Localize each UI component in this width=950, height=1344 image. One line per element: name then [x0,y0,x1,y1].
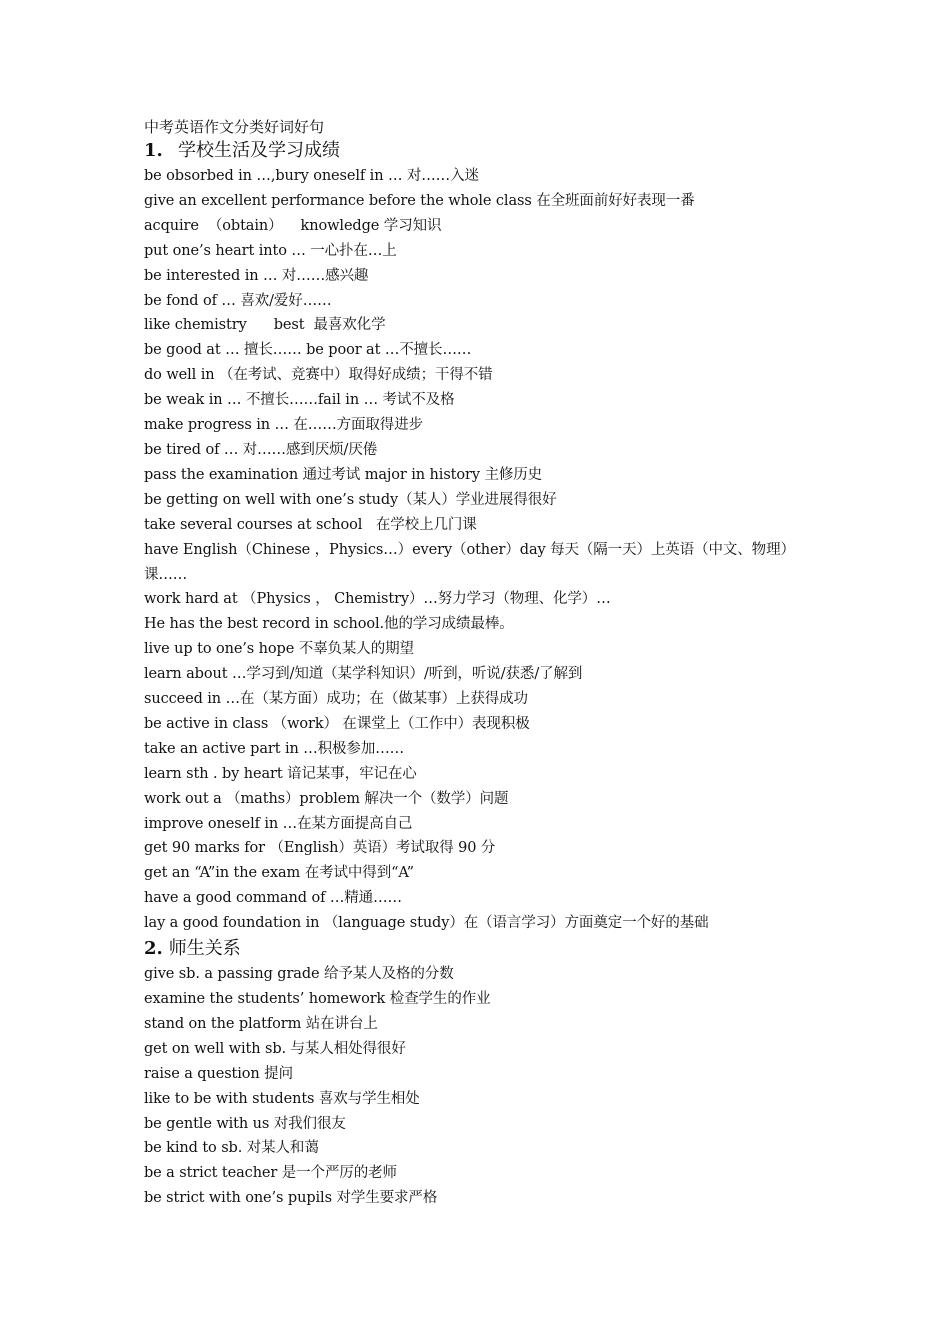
phrase-entry: learn about …学习到/知道（某学科知识）/听到，听说/获悉/了解到 [144,666,583,683]
phrase-entry: be kind to sb. 对某人和蔼 [144,1140,319,1157]
phrase-entry: be obsorbed in …,bury oneself in … 对……入迷 [144,168,479,184]
phrase-entry: make progress in … 在……方面取得进步 [144,417,423,434]
phrase-entry: put one’s heart into … 一心扑在…上 [144,242,397,259]
phrase-entry: be a strict teacher 是一个严厉的老师 [144,1165,397,1182]
phrase-entry: give an excellent performance before the whole class 在全班面前好好表现一番 [144,192,695,209]
section-2-entries [144,962,834,1211]
phrase-entry: take several courses at school 在学校上几门课 [144,516,477,533]
phrase-entry: get on well with sb. 与某人相处得很好 [144,1040,406,1057]
section-1-entries [144,164,834,936]
phrase-entry: work hard at （Physics ， Chemistry）…努力学习（物理、化学）… [144,591,611,608]
phrase-entry: get an “A”in the exam 在考试中得到“A” [144,865,414,882]
phrase-entry: examine the students’ homework 检查学生的作业 [144,991,491,1007]
section-2-heading [144,936,834,962]
phrase-entry: work out a （maths）problem 解决一个（数学）问题 [144,790,509,807]
phrase-entry: give sb. a passing grade 给予某人及格的分数 [144,966,454,983]
phrase-entry: live up to one’s hope 不辜负某人的期望 [144,641,414,658]
phrase-entry: be interested in … 对……感兴趣 [144,267,369,284]
phrase-entry: take an active part in …积极参加…… [144,740,405,757]
phrase-entry: be strict with one’s pupils 对学生要求严格 [144,1190,438,1207]
document-page [144,116,834,1211]
phrase-entry: raise a question 提问 [144,1065,293,1082]
phrase-entry: like to be with students 喜欢与学生相处 [144,1090,420,1107]
section-2-number: 2. [144,938,163,960]
phrase-entry: be fond of … 喜欢/爱好…… [144,292,332,309]
phrase-entry: do well in （在考试、竞赛中）取得好成绩；干得不错 [144,367,493,384]
phrase-entry: have English（Chinese ，Physics…）every（other）day 每天（隔一天）上英语（中文、物理）课…… [144,541,795,583]
phrase-entry: learn sth . by heart 谙记某事，牢记在心 [144,765,417,782]
phrase-entry: be getting on well with one’s study（某人）学业进展得很好 [144,491,557,508]
phrase-entry: lay a good foundation in （language study）在（语言学习）方面奠定一个好的基础 [144,915,709,932]
phrase-entry: have a good command of …精通…… [144,890,402,907]
phrase-entry: be good at … 擅长…… be poor at …不擅长…… [144,342,472,359]
phrase-entry: acquire （obtain） knowledge 学习知识 [144,217,442,234]
phrase-entry: get 90 marks for （English）英语）考试取得 90 分 [144,840,496,857]
section-2-title: 师生关系 [168,938,241,960]
section-1-heading [144,138,834,164]
phrase-entry: be active in class （work） 在课堂上（工作中）表现积极 [144,715,530,732]
phrase-entry: like chemistry best 最喜欢化学 [144,317,386,334]
section-1-title: 学校生活及学习成绩 [178,140,340,161]
phrase-entry: be tired of … 对……感到厌烦/厌倦 [144,441,378,458]
phrase-entry: He has the best record in school.他的学习成绩最棒。 [144,616,514,633]
phrase-entry: improve oneself in …在某方面提高自己 [144,815,413,832]
phrase-entry: succeed in …在（某方面）成功；在（做某事）上获得成功 [144,691,528,708]
section-1-number: 1. [144,140,163,161]
phrase-entry: be weak in … 不擅长……fail in … 考试不及格 [144,392,455,409]
phrase-entry: be gentle with us 对我们很友 [144,1115,346,1132]
document-title: 中考英语作文分类好词好句 [144,118,325,136]
phrase-entry: pass the examination 通过考试 major in history 主修历史 [144,466,543,483]
phrase-entry: stand on the platform 站在讲台上 [144,1015,378,1032]
